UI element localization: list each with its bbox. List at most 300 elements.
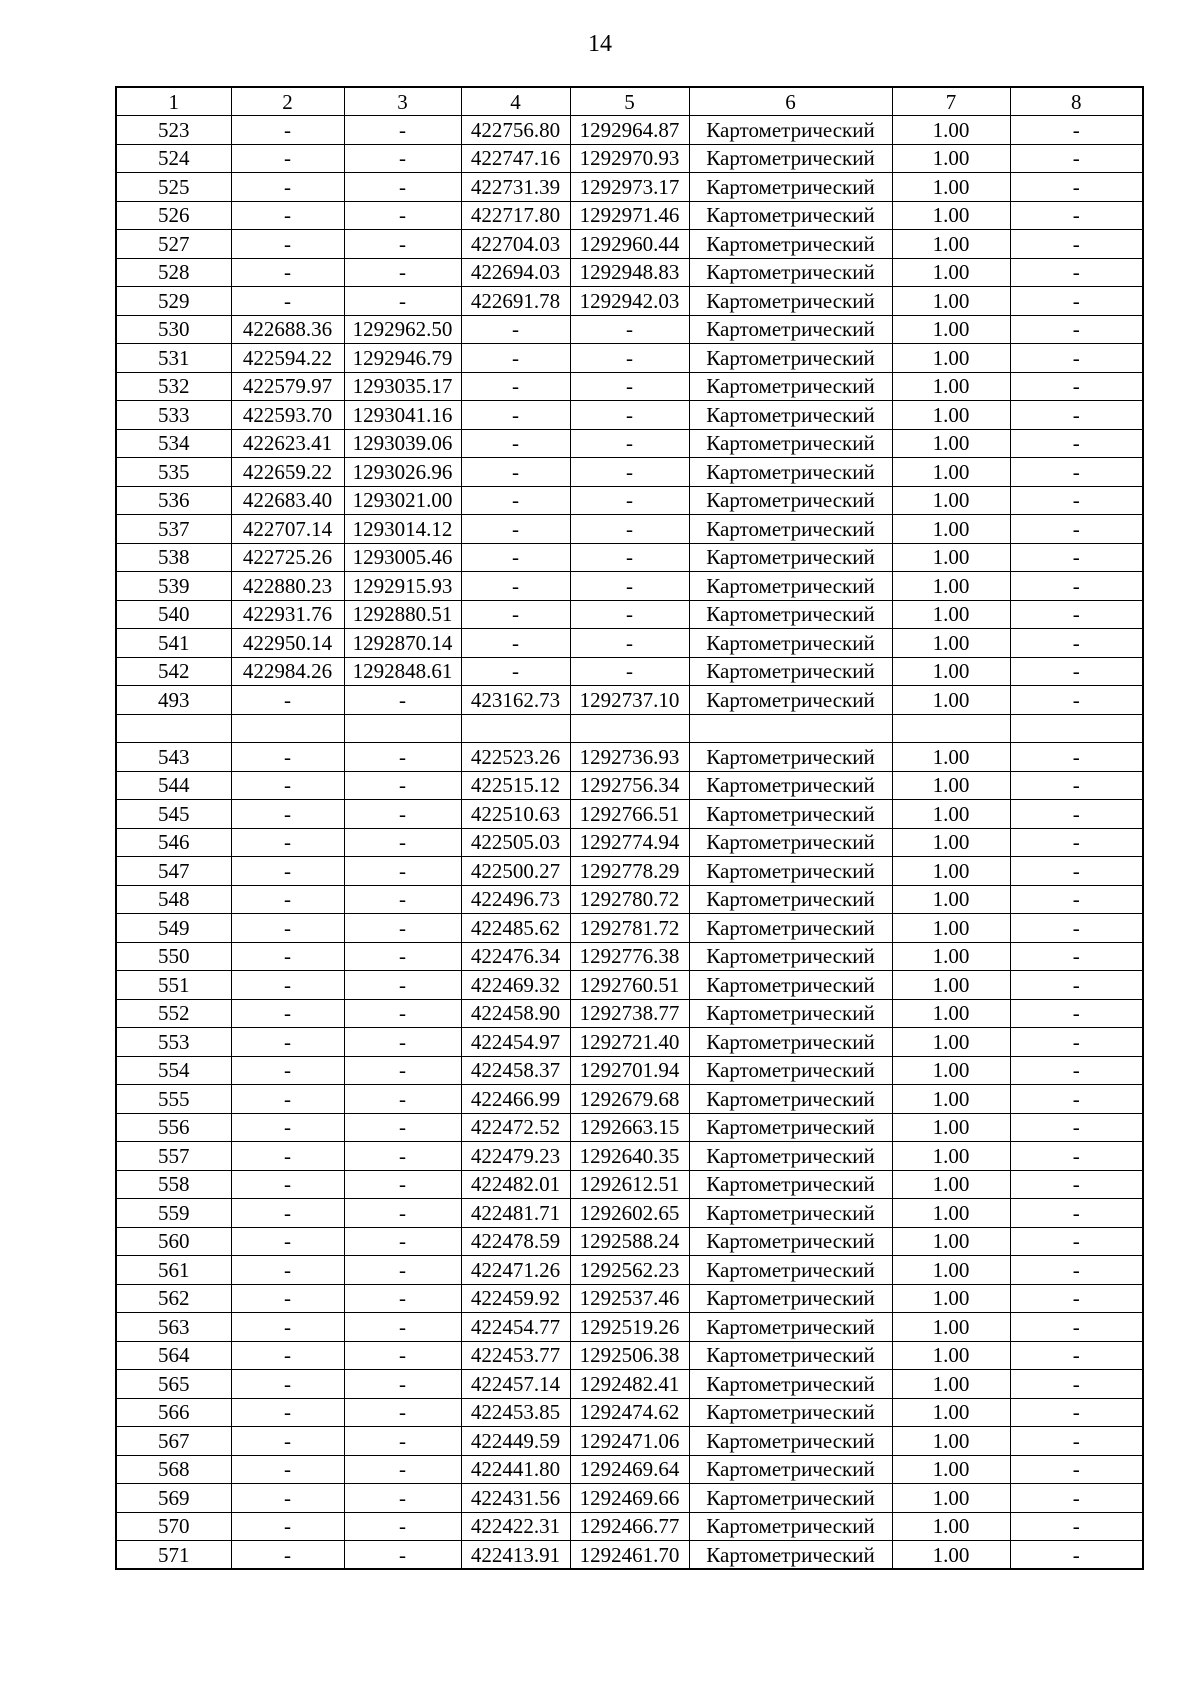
description-cell: - <box>1010 885 1143 914</box>
point-number-cell: 525 <box>116 173 231 202</box>
x-old-cell: 422579.97 <box>231 372 344 401</box>
y-new-cell: 1292781.72 <box>570 914 689 943</box>
header-cell: 5 <box>570 87 689 116</box>
table-row <box>116 1199 1143 1228</box>
description-cell: - <box>1010 686 1143 715</box>
y-old-cell: 1293014.12 <box>344 515 461 544</box>
description-cell: - <box>1010 1028 1143 1057</box>
y-new-cell: 1292474.62 <box>570 1398 689 1427</box>
page-number: 14 <box>588 31 612 57</box>
x-new-cell: 422458.90 <box>461 999 570 1028</box>
point-number-cell: 539 <box>116 572 231 601</box>
point-number-cell: 531 <box>116 344 231 373</box>
method-cell: Картометрический <box>689 1170 892 1199</box>
y-new-cell: - <box>570 629 689 658</box>
x-old-cell: - <box>231 1256 344 1285</box>
accuracy-cell: 1.00 <box>892 287 1010 316</box>
table-row <box>116 401 1143 430</box>
method-cell: Картометрический <box>689 287 892 316</box>
point-number-cell: 542 <box>116 657 231 686</box>
description-cell: - <box>1010 1142 1143 1171</box>
x-new-cell: 422472.52 <box>461 1113 570 1142</box>
method-cell: Картометрический <box>689 515 892 544</box>
y-old-cell: - <box>344 1313 461 1342</box>
description-cell: - <box>1010 344 1143 373</box>
description-cell: - <box>1010 173 1143 202</box>
coordinates-table <box>115 86 1144 1570</box>
description-cell: - <box>1010 1541 1143 1570</box>
y-new-cell: 1292469.64 <box>570 1455 689 1484</box>
table-row <box>116 1455 1143 1484</box>
x-new-cell: 422453.85 <box>461 1398 570 1427</box>
table-row <box>116 714 1143 743</box>
description-cell: - <box>1010 600 1143 629</box>
x-old-cell: - <box>231 1455 344 1484</box>
description-cell: - <box>1010 629 1143 658</box>
description-cell: - <box>1010 230 1143 259</box>
table-row <box>116 1170 1143 1199</box>
y-old-cell: - <box>344 999 461 1028</box>
x-old-cell <box>231 714 344 743</box>
x-old-cell: 422707.14 <box>231 515 344 544</box>
table-row <box>116 1541 1143 1570</box>
y-old-cell: - <box>344 1113 461 1142</box>
x-new-cell: 422500.27 <box>461 857 570 886</box>
description-cell: - <box>1010 857 1143 886</box>
point-number-cell: 549 <box>116 914 231 943</box>
point-number-cell: 571 <box>116 1541 231 1570</box>
y-old-cell: - <box>344 1455 461 1484</box>
y-old-cell: - <box>344 230 461 259</box>
accuracy-cell: 1.00 <box>892 1398 1010 1427</box>
description-cell: - <box>1010 1512 1143 1541</box>
method-cell: Картометрический <box>689 258 892 287</box>
header-cell: 2 <box>231 87 344 116</box>
y-new-cell: 1292971.46 <box>570 201 689 230</box>
point-number-cell: 567 <box>116 1427 231 1456</box>
accuracy-cell: 1.00 <box>892 1085 1010 1114</box>
accuracy-cell: 1.00 <box>892 1056 1010 1085</box>
description-cell: - <box>1010 258 1143 287</box>
point-number-cell: 524 <box>116 144 231 173</box>
method-cell: Картометрический <box>689 1398 892 1427</box>
y-old-cell: - <box>344 1028 461 1057</box>
method-cell <box>689 714 892 743</box>
y-old-cell: - <box>344 1142 461 1171</box>
description-cell: - <box>1010 657 1143 686</box>
method-cell: Картометрический <box>689 942 892 971</box>
x-old-cell: 422984.26 <box>231 657 344 686</box>
point-number-cell: 537 <box>116 515 231 544</box>
y-new-cell: - <box>570 458 689 487</box>
description-cell: - <box>1010 743 1143 772</box>
point-number-cell: 534 <box>116 429 231 458</box>
y-old-cell: - <box>344 1512 461 1541</box>
accuracy-cell: 1.00 <box>892 486 1010 515</box>
method-cell: Картометрический <box>689 629 892 658</box>
description-cell: - <box>1010 999 1143 1028</box>
method-cell: Картометрический <box>689 201 892 230</box>
x-new-cell: 422482.01 <box>461 1170 570 1199</box>
method-cell: Картометрический <box>689 401 892 430</box>
y-new-cell: 1292588.24 <box>570 1227 689 1256</box>
table-row <box>116 344 1143 373</box>
y-new-cell: 1292469.66 <box>570 1484 689 1513</box>
x-old-cell: 422725.26 <box>231 543 344 572</box>
x-new-cell <box>461 714 570 743</box>
description-cell: - <box>1010 1455 1143 1484</box>
x-new-cell: 422459.92 <box>461 1284 570 1313</box>
accuracy-cell: 1.00 <box>892 743 1010 772</box>
method-cell: Картометрический <box>689 1427 892 1456</box>
table-row <box>116 515 1143 544</box>
x-new-cell: 422471.26 <box>461 1256 570 1285</box>
description-cell: - <box>1010 1427 1143 1456</box>
x-new-cell: - <box>461 401 570 430</box>
table-row <box>116 657 1143 686</box>
method-cell: Картометрический <box>689 1484 892 1513</box>
x-old-cell: - <box>231 230 344 259</box>
y-old-cell: - <box>344 1256 461 1285</box>
method-cell: Картометрический <box>689 572 892 601</box>
y-old-cell: - <box>344 942 461 971</box>
accuracy-cell: 1.00 <box>892 914 1010 943</box>
y-new-cell: 1292506.38 <box>570 1341 689 1370</box>
header-cell: 4 <box>461 87 570 116</box>
point-number-cell: 530 <box>116 315 231 344</box>
y-new-cell: 1292537.46 <box>570 1284 689 1313</box>
point-number-cell: 566 <box>116 1398 231 1427</box>
y-new-cell: 1292612.51 <box>570 1170 689 1199</box>
x-new-cell: - <box>461 600 570 629</box>
x-old-cell: - <box>231 1370 344 1399</box>
method-cell: Картометрический <box>689 1341 892 1370</box>
point-number-cell: 548 <box>116 885 231 914</box>
x-old-cell: - <box>231 971 344 1000</box>
description-cell: - <box>1010 1341 1143 1370</box>
y-new-cell: 1292973.17 <box>570 173 689 202</box>
y-new-cell: 1292736.93 <box>570 743 689 772</box>
y-old-cell: 1293021.00 <box>344 486 461 515</box>
y-old-cell: - <box>344 1341 461 1370</box>
table-row <box>116 1484 1143 1513</box>
accuracy-cell: 1.00 <box>892 515 1010 544</box>
x-old-cell: 422683.40 <box>231 486 344 515</box>
y-new-cell: 1292602.65 <box>570 1199 689 1228</box>
table-row <box>116 1028 1143 1057</box>
method-cell: Картометрический <box>689 173 892 202</box>
y-old-cell: - <box>344 287 461 316</box>
description-cell: - <box>1010 458 1143 487</box>
x-new-cell: 422515.12 <box>461 771 570 800</box>
method-cell: Картометрический <box>689 1313 892 1342</box>
y-old-cell: 1292962.50 <box>344 315 461 344</box>
description-cell: - <box>1010 942 1143 971</box>
x-new-cell: 422481.71 <box>461 1199 570 1228</box>
x-new-cell: - <box>461 572 570 601</box>
y-old-cell: - <box>344 173 461 202</box>
accuracy-cell: 1.00 <box>892 686 1010 715</box>
method-cell: Картометрический <box>689 1541 892 1570</box>
x-new-cell: 422466.99 <box>461 1085 570 1114</box>
x-new-cell: 422453.77 <box>461 1341 570 1370</box>
accuracy-cell <box>892 714 1010 743</box>
point-number-cell: 550 <box>116 942 231 971</box>
y-old-cell: 1292946.79 <box>344 344 461 373</box>
table-body <box>116 116 1143 1570</box>
accuracy-cell: 1.00 <box>892 657 1010 686</box>
x-new-cell: 422694.03 <box>461 258 570 287</box>
x-new-cell: 422747.16 <box>461 144 570 173</box>
accuracy-cell: 1.00 <box>892 315 1010 344</box>
y-new-cell: 1292737.10 <box>570 686 689 715</box>
table-row <box>116 1512 1143 1541</box>
y-old-cell: 1292848.61 <box>344 657 461 686</box>
accuracy-cell: 1.00 <box>892 1313 1010 1342</box>
description-cell: - <box>1010 971 1143 1000</box>
table-row <box>116 999 1143 1028</box>
x-new-cell: 422413.91 <box>461 1541 570 1570</box>
y-new-cell: 1292721.40 <box>570 1028 689 1057</box>
table-row <box>116 1085 1143 1114</box>
y-new-cell: 1292562.23 <box>570 1256 689 1285</box>
x-old-cell: - <box>231 1056 344 1085</box>
table-row <box>116 743 1143 772</box>
point-number-cell: 552 <box>116 999 231 1028</box>
method-cell: Картометрический <box>689 828 892 857</box>
table-row <box>116 486 1143 515</box>
point-number-cell: 546 <box>116 828 231 857</box>
table-row <box>116 429 1143 458</box>
accuracy-cell: 1.00 <box>892 1341 1010 1370</box>
description-cell: - <box>1010 1056 1143 1085</box>
table-row <box>116 1313 1143 1342</box>
y-old-cell: 1293035.17 <box>344 372 461 401</box>
x-old-cell: - <box>231 885 344 914</box>
y-old-cell: - <box>344 1199 461 1228</box>
table-row <box>116 144 1143 173</box>
point-number-cell: 570 <box>116 1512 231 1541</box>
accuracy-cell: 1.00 <box>892 1455 1010 1484</box>
y-new-cell: - <box>570 657 689 686</box>
x-old-cell: - <box>231 1028 344 1057</box>
x-old-cell: 422659.22 <box>231 458 344 487</box>
x-old-cell: - <box>231 857 344 886</box>
x-new-cell: 422454.97 <box>461 1028 570 1057</box>
y-new-cell: 1292778.29 <box>570 857 689 886</box>
table-row <box>116 629 1143 658</box>
point-number-cell: 533 <box>116 401 231 430</box>
table-row <box>116 230 1143 259</box>
y-old-cell: - <box>344 116 461 145</box>
y-new-cell: - <box>570 515 689 544</box>
x-new-cell: - <box>461 372 570 401</box>
y-old-cell: - <box>344 1170 461 1199</box>
method-cell: Картометрический <box>689 429 892 458</box>
x-new-cell: 422496.73 <box>461 885 570 914</box>
point-number-cell: 541 <box>116 629 231 658</box>
accuracy-cell: 1.00 <box>892 429 1010 458</box>
description-cell: - <box>1010 315 1143 344</box>
y-new-cell: 1292466.77 <box>570 1512 689 1541</box>
description-cell: - <box>1010 771 1143 800</box>
method-cell: Картометрический <box>689 914 892 943</box>
accuracy-cell: 1.00 <box>892 999 1010 1028</box>
method-cell: Картометрический <box>689 657 892 686</box>
y-old-cell: - <box>344 1227 461 1256</box>
x-new-cell: 422756.80 <box>461 116 570 145</box>
point-number-cell: 529 <box>116 287 231 316</box>
table-row <box>116 173 1143 202</box>
y-old-cell: - <box>344 885 461 914</box>
header-cell: 7 <box>892 87 1010 116</box>
x-new-cell: - <box>461 344 570 373</box>
accuracy-cell: 1.00 <box>892 372 1010 401</box>
y-new-cell: - <box>570 401 689 430</box>
x-old-cell: - <box>231 1142 344 1171</box>
x-old-cell: - <box>231 942 344 971</box>
point-number-cell <box>116 714 231 743</box>
description-cell: - <box>1010 401 1143 430</box>
x-old-cell: - <box>231 1512 344 1541</box>
y-new-cell: - <box>570 429 689 458</box>
method-cell: Картометрический <box>689 1199 892 1228</box>
y-old-cell: - <box>344 1541 461 1570</box>
description-cell: - <box>1010 144 1143 173</box>
y-new-cell: 1292663.15 <box>570 1113 689 1142</box>
x-old-cell: - <box>231 258 344 287</box>
y-new-cell: 1292738.77 <box>570 999 689 1028</box>
point-number-cell: 538 <box>116 543 231 572</box>
x-old-cell: 422593.70 <box>231 401 344 430</box>
accuracy-cell: 1.00 <box>892 1427 1010 1456</box>
y-old-cell <box>344 714 461 743</box>
x-old-cell: - <box>231 914 344 943</box>
accuracy-cell: 1.00 <box>892 1484 1010 1513</box>
table-row <box>116 1227 1143 1256</box>
accuracy-cell: 1.00 <box>892 1199 1010 1228</box>
x-new-cell: 422731.39 <box>461 173 570 202</box>
description-cell: - <box>1010 1484 1143 1513</box>
point-number-cell: 551 <box>116 971 231 1000</box>
x-new-cell: - <box>461 429 570 458</box>
x-new-cell: 422691.78 <box>461 287 570 316</box>
x-new-cell: 422431.56 <box>461 1484 570 1513</box>
table-row <box>116 828 1143 857</box>
description-cell: - <box>1010 572 1143 601</box>
description-cell: - <box>1010 828 1143 857</box>
method-cell: Картометрический <box>689 315 892 344</box>
accuracy-cell: 1.00 <box>892 942 1010 971</box>
accuracy-cell: 1.00 <box>892 401 1010 430</box>
description-cell: - <box>1010 1227 1143 1256</box>
point-number-cell: 561 <box>116 1256 231 1285</box>
point-number-cell: 540 <box>116 600 231 629</box>
y-old-cell: 1293026.96 <box>344 458 461 487</box>
description-cell: - <box>1010 486 1143 515</box>
description-cell: - <box>1010 515 1143 544</box>
y-new-cell: 1292679.68 <box>570 1085 689 1114</box>
point-number-cell: 560 <box>116 1227 231 1256</box>
header-cell: 1 <box>116 87 231 116</box>
method-cell: Картометрический <box>689 743 892 772</box>
x-old-cell: 422623.41 <box>231 429 344 458</box>
description-cell: - <box>1010 914 1143 943</box>
accuracy-cell: 1.00 <box>892 116 1010 145</box>
y-old-cell: - <box>344 1284 461 1313</box>
x-new-cell: - <box>461 543 570 572</box>
x-old-cell: - <box>231 999 344 1028</box>
y-new-cell: 1292756.34 <box>570 771 689 800</box>
y-new-cell: 1292776.38 <box>570 942 689 971</box>
accuracy-cell: 1.00 <box>892 1227 1010 1256</box>
method-cell: Картометрический <box>689 1455 892 1484</box>
y-old-cell: - <box>344 201 461 230</box>
point-number-cell: 532 <box>116 372 231 401</box>
point-number-cell: 523 <box>116 116 231 145</box>
x-new-cell: - <box>461 515 570 544</box>
header-cell: 3 <box>344 87 461 116</box>
method-cell: Картометрический <box>689 1370 892 1399</box>
y-old-cell: - <box>344 258 461 287</box>
table-row <box>116 258 1143 287</box>
point-number-cell: 558 <box>116 1170 231 1199</box>
point-number-cell: 569 <box>116 1484 231 1513</box>
description-cell: - <box>1010 1113 1143 1142</box>
x-old-cell: - <box>231 1170 344 1199</box>
x-old-cell: - <box>231 686 344 715</box>
y-old-cell: - <box>344 914 461 943</box>
y-new-cell: 1292471.06 <box>570 1427 689 1456</box>
accuracy-cell: 1.00 <box>892 1512 1010 1541</box>
y-new-cell: - <box>570 600 689 629</box>
x-old-cell: - <box>231 1541 344 1570</box>
description-cell: - <box>1010 1313 1143 1342</box>
y-new-cell: 1292766.51 <box>570 800 689 829</box>
method-cell: Картометрический <box>689 600 892 629</box>
description-cell: - <box>1010 1398 1143 1427</box>
table-row <box>116 686 1143 715</box>
y-old-cell: - <box>344 1056 461 1085</box>
method-cell: Картометрический <box>689 686 892 715</box>
accuracy-cell: 1.00 <box>892 1256 1010 1285</box>
y-new-cell: 1292482.41 <box>570 1370 689 1399</box>
description-cell: - <box>1010 372 1143 401</box>
method-cell: Картометрический <box>689 1227 892 1256</box>
y-old-cell: - <box>344 971 461 1000</box>
method-cell: Картометрический <box>689 885 892 914</box>
table-row <box>116 1142 1143 1171</box>
x-old-cell: 422880.23 <box>231 572 344 601</box>
y-new-cell: 1292760.51 <box>570 971 689 1000</box>
x-new-cell: 422505.03 <box>461 828 570 857</box>
table-row <box>116 914 1143 943</box>
y-old-cell: - <box>344 1398 461 1427</box>
table-row <box>116 1398 1143 1427</box>
y-new-cell: 1292519.26 <box>570 1313 689 1342</box>
accuracy-cell: 1.00 <box>892 1541 1010 1570</box>
x-old-cell: - <box>231 743 344 772</box>
method-cell: Картометрический <box>689 1028 892 1057</box>
accuracy-cell: 1.00 <box>892 572 1010 601</box>
x-old-cell: - <box>231 1113 344 1142</box>
point-number-cell: 555 <box>116 1085 231 1114</box>
y-new-cell: - <box>570 372 689 401</box>
description-cell: - <box>1010 543 1143 572</box>
y-new-cell: 1292640.35 <box>570 1142 689 1171</box>
table-row <box>116 885 1143 914</box>
x-old-cell: 422950.14 <box>231 629 344 658</box>
